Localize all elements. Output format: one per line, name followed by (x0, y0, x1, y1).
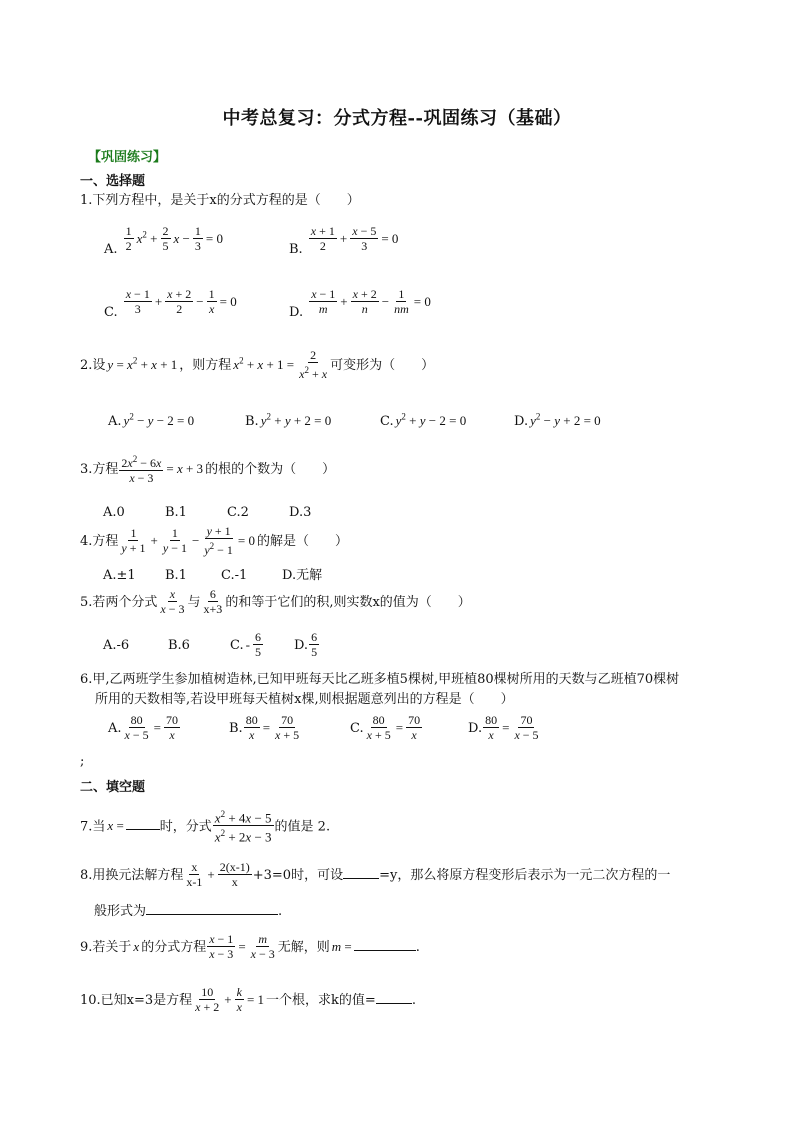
q4-option-c: C.-1 (221, 568, 248, 583)
q8-line2-text: 般形式为 (94, 904, 147, 919)
q3-option-b: B.1 (165, 505, 187, 520)
q10-tail: . (411, 993, 416, 1008)
q5-stem (80, 587, 471, 616)
option-label: A. (108, 721, 122, 736)
fraction: $\frac{x - 1}{x - 3}$ (209, 932, 234, 961)
fraction: $\frac{6}{5}$ (254, 630, 261, 659)
q6-option-b: B. $\frac{80}{x}$ = $\frac{70}{x + 5}$ (229, 713, 300, 742)
q2-option-c: C. $y^2 + y - 2 = 0$ (380, 411, 467, 429)
q5-option-b: B.6 (168, 638, 190, 653)
q4-option-d: D.无解 (282, 568, 323, 583)
answer-blank[interactable] (343, 878, 379, 879)
q4-option-a: A.±1 (103, 568, 136, 583)
q5-suffix: 的和等于它们的积,则实数x的值为（ ） (225, 595, 471, 610)
answer-blank[interactable] (146, 914, 278, 915)
q6-option-a: A. $\frac{80}{x - 5}$ = $\frac{70}{x}$ (108, 713, 178, 742)
fraction: $\frac{x}{x - 3}$ (160, 587, 185, 616)
fraction: $\frac{x - 5}{3}$ (352, 224, 377, 253)
option-label: B. (245, 414, 259, 429)
q6-option-c: C. $\frac{80}{x + 5}$ = $\frac{70}{x}$ (350, 713, 421, 742)
fraction: $\frac{2}{x^2 + x}$ (299, 348, 328, 381)
fraction: $\frac{2(x-1)}{x}$ (219, 860, 250, 889)
option-label: D. (514, 414, 529, 429)
q7-mid: 时，分式 (159, 819, 212, 835)
option-label: D. (468, 721, 483, 736)
page-title: 中考总复习：分式方程--巩固练习（基础） (222, 108, 572, 129)
fraction: $\frac{x + 1}{2}$ (310, 224, 335, 253)
fraction: $\frac{k}{x}$ (236, 985, 242, 1014)
q10-suffix: 一个根，求k的值= (266, 993, 376, 1008)
q5-options: A.-6 B.6 C. - $\frac{6}{5}$ D. $\frac{6}{5}$ (103, 630, 318, 659)
q8-mid: +3=0时，可设 (252, 868, 344, 883)
fraction: $\frac{70}{x}$ (408, 713, 421, 742)
q3-stem: 3.方程 $\frac{2x^2 - 6x}{x - 3}$ = x + 3 的根的个数为（ ） (80, 454, 336, 485)
fraction: $\frac{x - 1}{3}$ (125, 287, 150, 316)
fraction: $\frac{80}{x}$ (485, 713, 498, 742)
answer-blank[interactable] (376, 1003, 412, 1004)
option-label: A. (108, 414, 122, 429)
fraction: $\frac{2x^2 - 6x}{x - 3}$ (121, 454, 162, 485)
q4-option-b: B.1 (165, 568, 187, 583)
q1-stem: 1.下列方程中，是关于x的分式方程的是（ ） (80, 193, 360, 208)
q2-stem: 2.设 $y = x^2 + x + 1$ ，则方程 $x^2 + x + 1$ = $\frac{2}{x^2 + x}$ 可变形为（ ） (80, 348, 435, 381)
q1-option-c: $_{C.}$ $\frac{x - 1}{3}$ + $\frac{x + 2}{2}$ − $\frac{1}{x}$ = 0 (104, 287, 237, 320)
fraction: $\frac{1}{x}$ (208, 287, 215, 316)
fraction: $\frac{70}{x}$ (165, 713, 178, 742)
fraction: $\frac{80}{x + 5}$ (366, 713, 391, 742)
q5-option-a: A.-6 (103, 638, 130, 653)
answer-blank[interactable] (126, 829, 160, 830)
q9-prefix: 9.若关于 (80, 940, 132, 955)
q2-option-b: B. $y^2 + y + 2 = 0$ (245, 411, 332, 429)
fraction: $\frac{x + 2}{n}$ (352, 287, 377, 316)
q3-option-c: C.2 (227, 505, 249, 520)
q6-line1: 6.甲,乙两班学生参加植树造林,已知甲班每天比乙班多植5棵树,甲班植80棵树所用的天数与乙班植70棵树 (80, 672, 680, 687)
fraction: $\frac{10}{x + 2}$ (195, 985, 220, 1014)
q6-line2: 所用的天数相等,若设甲班每天植树x棵,则根据题意列出的方程是（ ） (95, 692, 514, 707)
q3-option-a: A.0 (103, 505, 125, 520)
fraction: $\frac{6}{5}$ (311, 630, 318, 659)
fraction: $\frac{x}{x-1}$ (186, 860, 203, 889)
option-label: B. (229, 721, 243, 736)
q5-mid: 与 (187, 595, 201, 610)
semicolon: ; (80, 754, 85, 769)
q1-option-b: $_{B.}$ $\frac{x + 1}{2}$ + $\frac{x - 5}{3}$ = 0 (289, 224, 399, 257)
q5-option-d: D. (293, 638, 309, 653)
q9-mid2: 无解，则 (277, 940, 330, 955)
q2-option-a: A. $y^2 - y - 2 = 0$ (108, 411, 195, 429)
fraction: $\frac{1}{y + 1}$ (121, 526, 146, 555)
q7-prefix: 7.当 (80, 819, 106, 835)
fraction: $\frac{6}{x+3}$ (203, 587, 223, 616)
q7-suffix: 的值是 2. (274, 819, 331, 835)
q9-mid: 的分式方程 (141, 940, 207, 955)
fraction: $\frac{1}{3}$ (194, 224, 201, 253)
option-label: C. (350, 721, 364, 736)
q8-suffix: =y，那么将原方程变形后表示为一元二次方程的一 (379, 868, 671, 883)
q8-prefix: 8.用换元法解方程 (80, 868, 184, 883)
q1-option-a: $_{A.}$ $\frac{1}{2}$ $x^2$ + $\frac{2}{5}$ x − $\frac{1}{3}$ = 0 (104, 224, 223, 257)
q8-stem: 8.用换元法解方程 $\frac{x}{x-1}$ + $\frac{2(x-1)}{x}$ +3=0时，可设 =y，那么将原方程变形后表示为一元二次方程的一 (80, 860, 671, 889)
option-label: A. (104, 242, 118, 257)
fraction: $\frac{1}{nm}$ (394, 287, 409, 316)
q5-prefix: 5.若两个分式 (80, 595, 158, 610)
fraction: $\frac{1}{y - 1}$ (162, 526, 187, 555)
q6-option-d: D. $\frac{80}{x}$ = $\frac{70}{x - 5}$ (468, 713, 539, 742)
fraction: $\frac{m}{x - 3}$ (250, 932, 275, 961)
q10-stem: 10.已知x=3是方程 $\frac{10}{x + 2}$ + $\frac{k}{x}$ = 1 一个根，求k的值= . (80, 985, 416, 1014)
fraction: $\frac{1}{2}$ (125, 224, 132, 253)
q3-suffix: 的根的个数为（ ） (205, 462, 336, 477)
q4-suffix: 的解是（ ） (257, 534, 349, 549)
fraction: $\frac{70}{x - 5}$ (514, 713, 539, 742)
fraction: $\frac{80}{x}$ (245, 713, 258, 742)
q2-mid: ，则方程 (179, 358, 232, 373)
q1-option-d: $_{D.}$ $\frac{x - 1}{m}$ + $\frac{x + 2}{n}$ − $\frac{1}{nm}$ = 0 (289, 287, 431, 320)
section-fill: 二、填空题 (80, 780, 146, 795)
q2-option-d: D. $y^2 - y + 2 = 0$ (514, 411, 601, 429)
q7-stem: 7.当 x = 时，分式 $\frac{x^2 + 4x - 5}{x^2 + 2x - 3}$ 的值是 2. (80, 809, 331, 845)
option-label: C. (380, 414, 394, 429)
fraction: $\frac{70}{x + 5}$ (275, 713, 300, 742)
q9-stem: 9.若关于 x 的分式方程 $\frac{x - 1}{x - 3}$ = $\frac{m}{x - 3}$ 无解，则 m = . (80, 932, 420, 961)
q3-option-d: D.3 (289, 505, 312, 520)
q3-prefix: 3.方程 (80, 462, 119, 477)
option-label: C. (104, 305, 118, 320)
option-label: D. (289, 305, 304, 320)
q4-stem: 4.方程 $\frac{1}{y + 1}$ + $\frac{1}{y - 1}$ − $\frac{y + 1}{y^2 - 1}$ = 0 的解是（ ） (80, 524, 349, 557)
fraction: $\frac{2}{5}$ (162, 224, 169, 253)
q8-line2: 般形式为 . (94, 904, 283, 919)
fraction: $\frac{x - 1}{m}$ (311, 287, 336, 316)
q4-prefix: 4.方程 (80, 534, 119, 549)
section-choice: 一、选择题 (80, 174, 146, 189)
practice-tag: 【巩固练习】 (88, 150, 167, 165)
q2-prefix: 2.设 (80, 358, 106, 373)
q5-option-c: C. (230, 638, 244, 653)
fraction: $\frac{x^2 + 4x - 5}{x^2 + 2x - 3}$ (214, 809, 272, 845)
answer-blank[interactable] (354, 950, 416, 951)
fraction: $\frac{80}{x - 5}$ (124, 713, 149, 742)
fraction: $\frac{x + 2}{2}$ (167, 287, 192, 316)
q10-prefix: 10.已知x=3是方程 (80, 993, 193, 1008)
option-label: B. (289, 242, 303, 257)
q2-suffix: 可变形为（ ） (330, 358, 435, 373)
fraction: $\frac{y + 1}{y^2 - 1}$ (204, 524, 233, 557)
